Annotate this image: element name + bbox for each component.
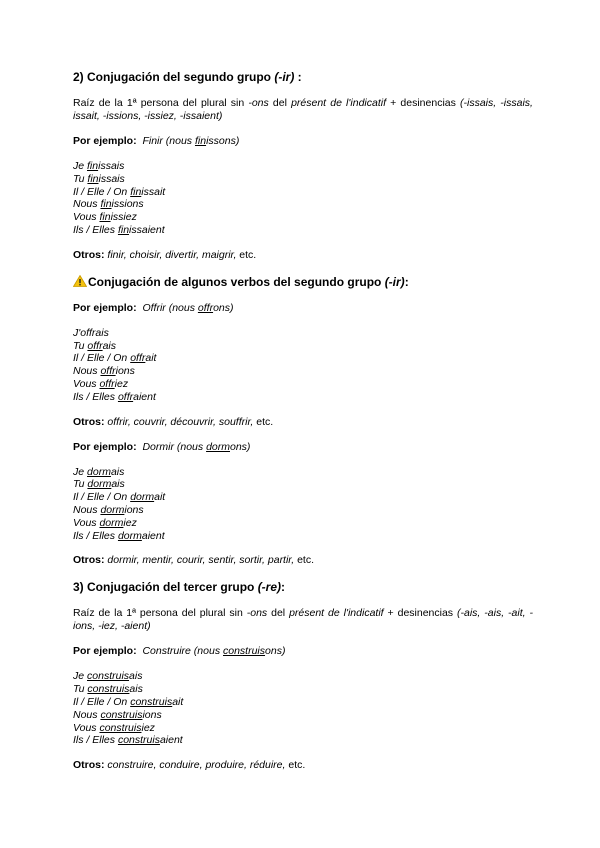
section-2-title: 2) Conjugación del segundo grupo (-ir) : [73, 70, 302, 84]
section-2b-otros-1: Otros: offrir, couvrir, découvrir, souffrir, etc. [73, 415, 274, 428]
conjugation-line: Nous finissions [73, 198, 144, 211]
section-3-description: Raíz de la 1ª persona del plural sin -ons del présent de l'indicatif + desinencias (-ais, -ais, -ait, -ions, -iez, -aient) [73, 607, 533, 633]
conjugation-line: Tu offrais [73, 339, 117, 352]
section-3-conjugation [73, 670, 533, 747]
conjugation-line: Je construisais [73, 670, 143, 683]
section-3-example: Por ejemplo: Construire (nous construisons) [73, 645, 286, 658]
section-2b-title: Conjugación de algunos verbos del segundo grupo (-ir): [73, 274, 533, 290]
conjugation-line: Vous construisiez [73, 721, 155, 734]
conjugation-line: Je finissais [73, 160, 125, 172]
section-2b-conjugation-1 [73, 327, 533, 404]
section-2b-example-2: Por ejemplo: Dormir (nous dormons) [73, 440, 251, 453]
conjugation-line: Tu dormais [73, 478, 125, 491]
conjugation-line: Ils / Elles finissaient [73, 223, 165, 236]
section-3-otros: Otros: construire, conduire, produire, réduire, etc. [73, 759, 306, 772]
conjugation-line: Ils / Elles construisaient [73, 734, 183, 747]
conjugation-line: Il / Elle / On finissait [73, 185, 166, 198]
section-2-otros: Otros: finir, choisir, divertir, maigrir, etc. [73, 248, 257, 261]
content [73, 69, 533, 772]
conjugation-line: Nous dormions [73, 503, 144, 516]
conjugation-line: Ils / Elles offraient [73, 390, 156, 403]
section-2-conjugation [73, 160, 533, 237]
conjugation-line: Il / Elle / On offrait [73, 352, 157, 365]
conjugation-line: Je dormais [73, 465, 125, 478]
warning-icon [73, 275, 87, 287]
section-2b-example-1: Por ejemplo: Offrir (nous offrons) [73, 301, 234, 314]
conjugation-line: Nous offrions [73, 365, 135, 378]
section-2b-conjugation-2 [73, 466, 533, 543]
conjugation-line: Nous construisions [73, 708, 162, 721]
conjugation-line: Tu finissais [73, 172, 125, 185]
conjugation-line: Vous finissiez [73, 211, 137, 224]
conjugation-line: Il / Elle / On construisait [73, 695, 184, 708]
section-2-description: Raíz de la 1ª persona del plural sin -ons del présent de l'indicatif + desinencias (-issais, -issais, issait, -issions, -issiez, -issaient) [73, 97, 533, 122]
conjugation-line: Vous dormiez [73, 516, 137, 529]
conjugation-line: Ils / Elles dormaient [73, 529, 165, 542]
conjugation-line: Il / Elle / On dormait [73, 491, 166, 504]
conjugation-line: Tu construisais [73, 683, 143, 696]
section-2-example: Por ejemplo: Finir (nous finissons) [73, 135, 240, 147]
section-3-title: 3) Conjugación del tercer grupo (-re): [73, 580, 286, 595]
conjugation-line: J'offrais [73, 326, 109, 339]
conjugation-line: Vous offriez [73, 377, 129, 390]
section-2b-otros-2: Otros: dormir, mentir, courir, sentir, sortir, partir, etc. [73, 554, 314, 567]
